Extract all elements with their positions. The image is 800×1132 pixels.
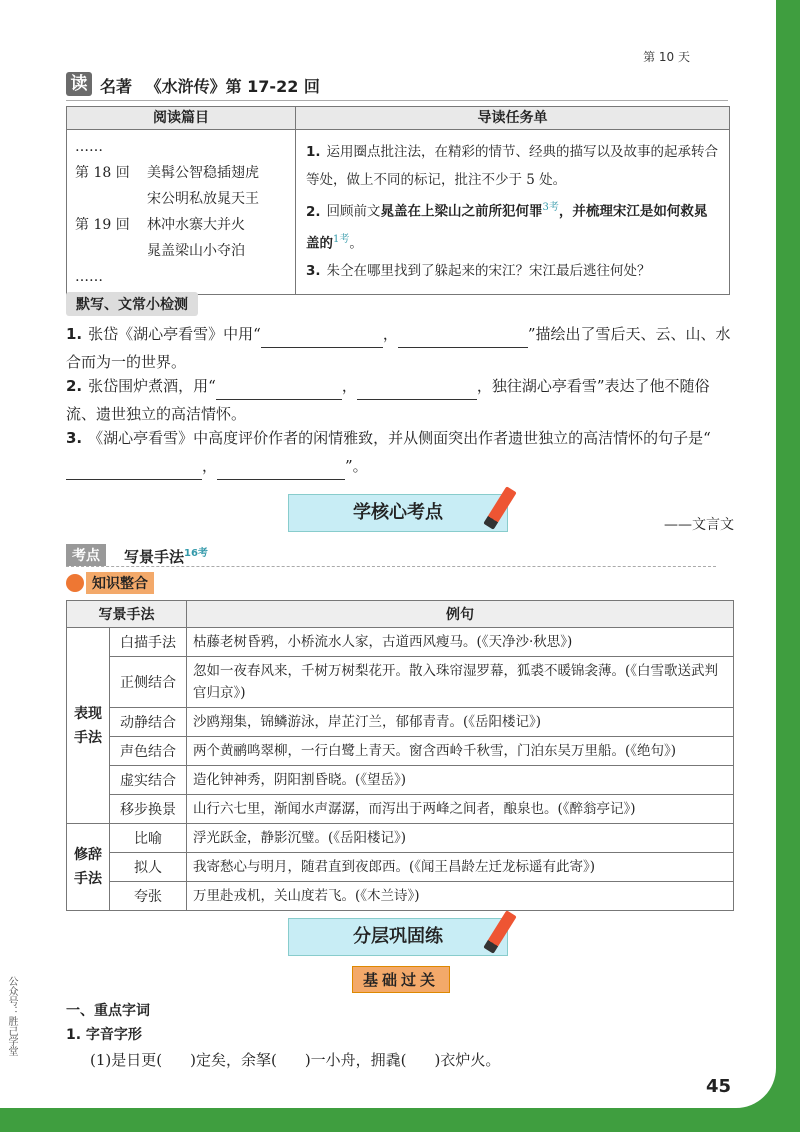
table-row — [67, 882, 734, 911]
group-label: 表现手法 — [67, 628, 110, 824]
example-text: 枯藤老树昏鸦，小桥流水人家，古道西风瘦马。(《天净沙·秋思》) — [187, 628, 734, 657]
exam-count: 3考 — [542, 202, 559, 213]
question-2: 2. 张岱围炉煮酒，用“ ， ，独往湖心亭看雪”表达了他不随俗流、遗世独立的高洁情怀。 — [66, 377, 710, 423]
method-name: 夸张 — [110, 882, 187, 911]
level-badge: 基础过关 — [352, 966, 450, 993]
answer-blank[interactable] — [66, 461, 202, 480]
reading-table — [66, 106, 730, 295]
question-1: 1. 张岱《湖心亭看雪》中用“ ， ”描绘出了雪后天、云、山、水合而为一的世界。 — [66, 325, 731, 371]
table-row — [67, 824, 734, 853]
method-name: 动静结合 — [110, 708, 187, 737]
side-note: 公众号：胜己学堂 — [6, 976, 17, 1056]
page-number: 45 — [706, 1076, 732, 1097]
method-name: 虚实结合 — [110, 766, 187, 795]
core-banner: 学核心考点 — [288, 494, 508, 532]
table-row — [67, 853, 734, 882]
chapter-title: 晁盖梁山小夺泊 — [147, 243, 245, 259]
task-text: 。 — [349, 235, 363, 251]
reading-title: 《水浒传》第 17-22 回 — [145, 77, 320, 96]
task-text: 运用圈点批注法，在精彩的情节、经典的描写以及故事的起承转合等处，做上不同的标记，批注不少于 5 处。 — [306, 144, 719, 188]
answer-blank[interactable] — [398, 329, 528, 348]
divider — [66, 100, 728, 101]
pinyin-question: (1)是日更( )定矣，余拏( )一小舟，拥毳( )衣炉火。 — [90, 1051, 501, 1069]
ellipsis: …… — [75, 139, 103, 155]
method-name: 声色结合 — [110, 737, 187, 766]
method-name: 比喻 — [110, 824, 187, 853]
example-text: 沙鸥翔集，锦鳞游泳，岸芷汀兰，郁郁青青。(《岳阳楼记》) — [187, 708, 734, 737]
exam-count: 16考 — [184, 548, 208, 559]
table-row — [67, 628, 734, 657]
col-header-chapters: 阅读篇目 — [67, 107, 296, 130]
chapter-number: 第 19 回 — [75, 217, 130, 233]
dictation-tag: 默写、文常小检测 — [66, 292, 198, 316]
col-header-method: 写景手法 — [67, 601, 187, 628]
group-label: 修辞手法 — [67, 824, 110, 911]
task-keyword: ，并梳理宋江是如何救晁盖的 — [306, 203, 708, 251]
task-item: 3. 朱仝在哪里找到了躲起来的宋江？宋江最后逃往何处？ — [306, 263, 651, 279]
day-label: 第 10 天 — [643, 50, 690, 64]
col-header-example: 例句 — [187, 601, 734, 628]
method-name: 移步换景 — [110, 795, 187, 824]
task-list — [296, 130, 730, 295]
task-item: 2. 回顾前文晁盖在上梁山之前所犯何罪$^{3考}$，并梳理宋江是如何救晁盖的$^{1考}$。 — [306, 202, 708, 251]
task-keyword: 晁盖在上梁山之前所犯何罪 — [380, 203, 543, 220]
exam-count: 1考 — [333, 233, 350, 245]
chapter-item — [75, 212, 287, 264]
table-row — [67, 737, 734, 766]
chapter-title: 美髯公智稳插翅虎 — [147, 165, 259, 181]
divider — [66, 566, 716, 567]
chapter-title: 宋公明私放晁天王 — [147, 191, 259, 207]
read-tag: 读 — [66, 72, 92, 96]
task-text: 朱仝在哪里找到了躲起来的宋江？宋江最后逃往何处？ — [326, 263, 651, 279]
table-row — [67, 795, 734, 824]
reading-label: 名著 — [100, 77, 133, 96]
chapter-list — [67, 130, 296, 295]
knowledge-label: 知识整合 — [86, 572, 154, 594]
col-header-tasks: 导读任务单 — [296, 107, 730, 130]
core-subtitle: ——文言文 — [664, 517, 734, 533]
example-text: 造化钟神秀，阴阳割昏晓。(《望岳》) — [187, 766, 734, 795]
exam-point-title: 写景手法$^{16考}$ — [124, 548, 208, 566]
method-name: 拟人 — [110, 853, 187, 882]
part-heading: 一、重点字词 — [66, 1003, 150, 1019]
task-item: 1. 运用圈点批注法，在精彩的情节、经典的描写以及故事的起承转合等处，做上不同的标记，批注不少于 5 处。 — [306, 144, 719, 188]
table-row — [67, 657, 734, 708]
ellipsis: …… — [75, 269, 103, 285]
practice-banner: 分层巩固练 — [288, 918, 508, 956]
chapter-number: 第 18 回 — [75, 165, 130, 181]
answer-blank[interactable] — [357, 381, 477, 400]
answer-blank[interactable] — [261, 329, 383, 348]
example-text: 两个黄鹂鸣翠柳，一行白鹭上青天。窗含西岭千秋雪，门泊东吴万里船。(《绝句》) — [187, 737, 734, 766]
reading-heading — [100, 74, 320, 97]
example-text: 我寄愁心与明月，随君直到夜郎西。(《闻王昌龄左迁龙标遥有此寄》) — [187, 853, 734, 882]
answer-blank[interactable] — [217, 461, 345, 480]
table-row — [67, 766, 734, 795]
question-3: 3. 《湖心亭看雪》中高度评价作者的闲情雅致，并从侧面突出作者遗世独立的高洁情怀的句子是“， ”。 — [66, 424, 736, 480]
technique-table — [66, 600, 734, 911]
exam-point-tag: 考点 — [66, 544, 106, 566]
example-text: 山行六七里，渐闻水声潺潺，而泻出于两峰之间者，酿泉也。(《醉翁亭记》) — [187, 795, 734, 824]
method-name: 白描手法 — [110, 628, 187, 657]
example-text: 忽如一夜春风来，千树万树梨花开。散入珠帘湿罗幕，狐裘不暖锦衾薄。(《白雪歌送武判官归京》) — [187, 657, 734, 708]
chapter-item — [75, 160, 287, 212]
chapter-title: 林冲水寨大并火 — [147, 217, 245, 233]
method-name: 正侧结合 — [110, 657, 187, 708]
book-icon — [66, 574, 84, 592]
task-text: 回顾前文 — [326, 203, 381, 220]
example-text: 浮光跃金，静影沉璧。(《岳阳楼记》) — [187, 824, 734, 853]
table-row — [67, 708, 734, 737]
question-heading: 1. 字音字形 — [66, 1027, 142, 1043]
answer-blank[interactable] — [216, 381, 342, 400]
example-text: 万里赴戎机，关山度若飞。(《木兰诗》) — [187, 882, 734, 911]
